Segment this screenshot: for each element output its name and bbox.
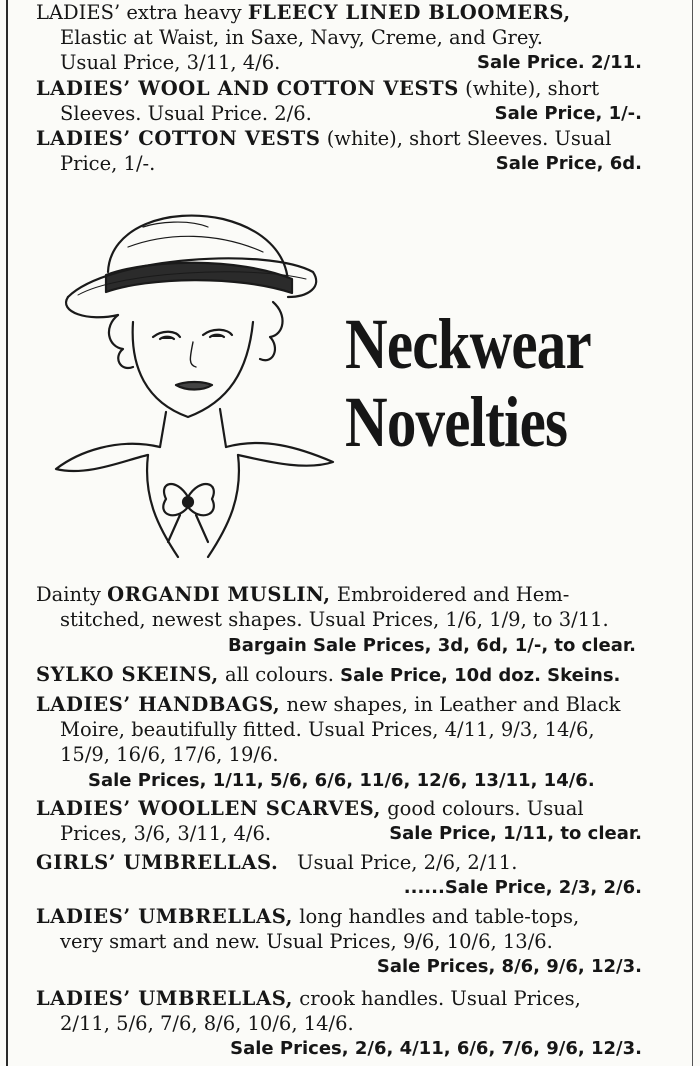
usual-price: Usual Price, 3/11, 4/6. bbox=[60, 51, 281, 74]
sale-price: Sale Prices, 2/6, 4/11, 6/6, 7/6, 9/6, 12/3. bbox=[230, 1038, 642, 1059]
item-ladies-umbrellas-crook bbox=[36, 986, 666, 1061]
item-wool-cotton-vests bbox=[36, 76, 666, 126]
item-description: new shapes, in Leather and Black bbox=[286, 693, 621, 716]
item-title: ORGANDI MUSLIN, bbox=[107, 583, 331, 606]
item-description-line: stitched, newest shapes. Usual Prices, 1/6, 1/9, to 3/11. bbox=[60, 608, 609, 631]
item-lead-text: Dainty bbox=[36, 583, 101, 606]
item-title: LADIES’ HANDBAGS, bbox=[36, 693, 281, 716]
item-lead-text: LADIES’ extra heavy bbox=[36, 1, 242, 24]
usual-price: Usual Price, 2/6, 2/11. bbox=[297, 851, 518, 874]
sale-price: Sale Price, 1/-. bbox=[494, 103, 642, 124]
sale-price: Sale Price, 1/11, to clear. bbox=[389, 823, 642, 844]
item-description-line: very smart and new. Usual Prices, 9/6, 10/6, 13/6. bbox=[60, 930, 553, 953]
item-description-line: 2/11, 5/6, 7/6, 8/6, 10/6, 14/6. bbox=[60, 1012, 354, 1035]
usual-price: Price, 1/-. bbox=[60, 152, 156, 175]
item-description: all colours. bbox=[224, 663, 334, 686]
item-fleecy-bloomers bbox=[36, 0, 666, 75]
item-organdi-muslin bbox=[36, 582, 666, 657]
left-column-rule bbox=[6, 0, 8, 1066]
item-description: (white), short Sleeves. Usual bbox=[326, 127, 612, 150]
item-cotton-vests bbox=[36, 126, 666, 176]
item-title: LADIES’ COTTON VESTS bbox=[36, 127, 321, 150]
item-description-line: 15/9, 16/6, 17/6, 19/6. bbox=[60, 743, 279, 766]
sale-price: Sale Price, 10d doz. Skeins. bbox=[340, 665, 621, 686]
headline bbox=[345, 305, 591, 461]
sale-price: Sale Prices, 1/11, 5/6, 6/6, 11/6, 12/6, 13/11, 14/6. bbox=[88, 770, 595, 791]
sale-price: Sale Prices, 8/6, 9/6, 12/3. bbox=[376, 956, 642, 977]
item-ladies-umbrellas-long bbox=[36, 904, 666, 979]
sale-price: Bargain Sale Prices, 3d, 6d, 1/-, to clear. bbox=[228, 635, 636, 656]
item-description: crook handles. Usual Prices, bbox=[299, 987, 581, 1010]
item-title: SYLKO SKEINS, bbox=[36, 663, 219, 686]
item-description-line: Moire, beautifully fitted. Usual Prices, 4/11, 9/3, 14/6, bbox=[60, 718, 595, 741]
item-description: Embroidered and Hem- bbox=[336, 583, 570, 606]
item-title: FLEECY LINED BLOOMERS, bbox=[247, 1, 571, 24]
item-description: long handles and table-tops, bbox=[299, 905, 580, 928]
item-woollen-scarves bbox=[36, 796, 666, 846]
item-description: good colours. Usual bbox=[387, 797, 584, 820]
item-description: Elastic at Waist, in Saxe, Navy, Creme, and Grey. bbox=[60, 26, 543, 49]
item-sylko-skeins bbox=[36, 662, 666, 687]
sale-price: ......Sale Price, 2/3, 2/6. bbox=[403, 877, 642, 898]
woman-in-hat-illustration bbox=[48, 197, 338, 569]
headline-line-2: Novelties bbox=[345, 382, 568, 462]
item-girls-umbrellas bbox=[36, 850, 666, 900]
item-title: GIRLS’ UMBRELLAS. bbox=[36, 851, 279, 874]
item-title: LADIES’ UMBRELLAS, bbox=[36, 987, 294, 1010]
headline-line-1: Neckwear bbox=[345, 304, 591, 384]
sale-price: Sale Price, 6d. bbox=[495, 153, 642, 174]
usual-price: Sleeves. Usual Price. 2/6. bbox=[60, 102, 312, 125]
usual-price: Prices, 3/6, 3/11, 4/6. bbox=[60, 822, 272, 845]
item-title: LADIES’ WOOL AND COTTON VESTS bbox=[36, 77, 459, 100]
item-title: LADIES’ UMBRELLAS, bbox=[36, 905, 294, 928]
right-column-rule bbox=[692, 0, 693, 1066]
sale-price: Sale Price. 2/11. bbox=[477, 52, 642, 73]
item-handbags bbox=[36, 692, 666, 792]
item-title: LADIES’ WOOLLEN SCARVES, bbox=[36, 797, 381, 820]
item-description: (white), short bbox=[465, 77, 600, 100]
